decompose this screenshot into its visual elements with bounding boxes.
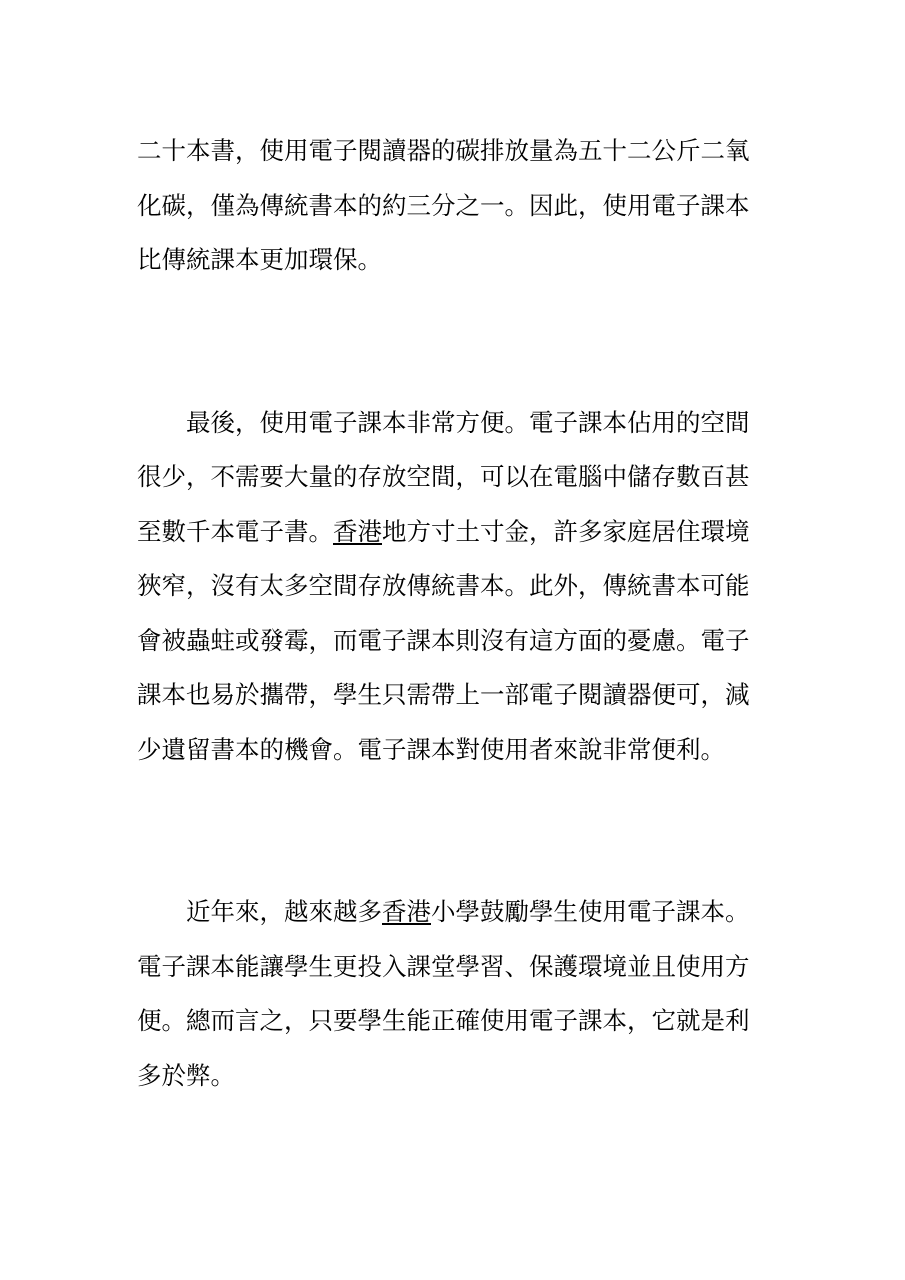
text-segment: 地方寸土寸金，許多家庭居住環境 [382, 516, 750, 546]
paragraph-3-line-3: 便。總而言之，只要學生能正確使用電子課本，它就是利 [137, 1006, 750, 1035]
paragraph-1-line-1: 二十本書，使用電子閱讀器的碳排放量為五十二公斤二氧 [137, 136, 750, 165]
paragraph-2-line-2: 很少，不需要大量的存放空間，可以在電腦中儲存數百甚 [137, 462, 750, 491]
place-name-hong-kong: 香港 [382, 897, 431, 926]
paragraph-3 [137, 885, 777, 1103]
paragraph-2-line-4: 狹窄，沒有太多空間存放傳統書本。此外，傳統書本可能 [137, 571, 750, 600]
paragraph-3-line-4: 多於弊。 [137, 1060, 235, 1090]
place-name-hong-kong: 香港 [333, 516, 382, 546]
paragraph-2-line-3 [137, 505, 777, 560]
paragraph-2-line-5: 會被蟲蛀或發霉，而電子課本則沒有這方面的憂慮。電子 [137, 625, 750, 655]
paragraph-2-line-7: 少遺留書本的機會。電子課本對使用者來說非常便利。 [137, 734, 725, 764]
text-segment: 近年來，越來越多 [186, 897, 382, 926]
document-page [137, 124, 777, 1103]
paragraph-3-line-1 [137, 885, 777, 940]
paragraph-2-line-1: 最後，使用電子課本非常方便。電子課本佔用的空間 [186, 407, 750, 437]
text-segment: 至數千本電子書。 [137, 516, 333, 546]
text-segment: 小學鼓勵學生使用電子課本。 [431, 897, 750, 926]
paragraph-2-line-6: 課本也易於攜帶，學生只需帶上一部電子閱讀器便可，減 [137, 680, 750, 709]
paragraph-1 [137, 124, 777, 288]
paragraph-1-line-2: 化碳，僅為傳統書本的約三分之一。因此，使用電子課本 [137, 190, 750, 220]
paragraph-1-line-3: 比傳統課本更加環保。 [137, 245, 382, 274]
paragraph-gap [137, 288, 777, 396]
paragraph-gap [137, 777, 777, 885]
paragraph-3-line-2: 電子課本能讓學生更投入課堂學習、保護環境並且使用方 [137, 951, 750, 981]
paragraph-2 [137, 396, 777, 778]
